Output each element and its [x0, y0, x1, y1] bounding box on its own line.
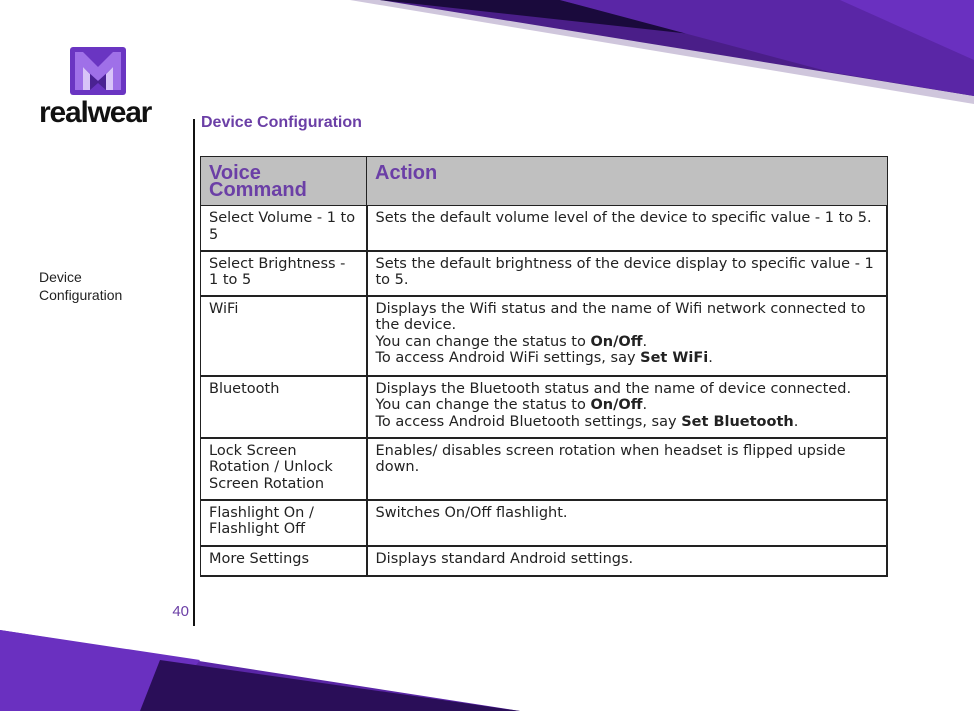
cell-command: Bluetooth: [201, 376, 367, 438]
cell-command: Flashlight On / Flashlight Off: [201, 500, 367, 546]
realwear-mw-logo-icon: [70, 47, 126, 95]
brand-wordmark: realwear: [39, 96, 152, 129]
divider-line: [193, 119, 195, 626]
action-line: To access Android WiFi settings, say Set WiFi.: [375, 350, 713, 366]
header-voice-line1: Voice: [209, 162, 261, 184]
action-line: You can change the status to On/Off.: [375, 397, 648, 413]
cell-action: Displays standard Android settings.: [367, 546, 888, 576]
table-row: [201, 500, 888, 546]
page-title: Device Configuration: [201, 114, 362, 131]
cell-action: Sets the default volume level of the device to specific value - 1 to 5.: [367, 206, 888, 251]
cell-action: [367, 376, 888, 438]
cell-action: [367, 296, 888, 376]
table-row: [201, 251, 888, 296]
cell-command: Select Brightness - 1 to 5: [201, 251, 367, 296]
table-row: [201, 546, 888, 576]
table-row: [201, 296, 888, 376]
table-row: [201, 376, 888, 438]
cell-command: More Settings: [201, 546, 367, 576]
cell-command: WiFi: [201, 296, 367, 376]
cell-action: Sets the default brightness of the device display to specific value - 1 to 5.: [367, 251, 888, 296]
cell-action: Enables/ disables screen rotation when headset is flipped upside down.: [367, 438, 888, 500]
voice-command-table: [200, 156, 888, 577]
sidebar-section-line1: Device: [39, 269, 82, 285]
table-row: [201, 438, 888, 500]
action-line: You can change the status to On/Off.: [375, 333, 648, 350]
action-line: Displays the Wifi status and the name of Wifi network connected to the device.: [375, 300, 866, 333]
header-voice-command: [201, 157, 367, 206]
sidebar-section-line2: Configuration: [39, 287, 123, 303]
bold-term: On/Off: [590, 333, 643, 350]
page-number: 40: [172, 603, 189, 620]
table-row: [201, 206, 888, 251]
header-action: Action: [367, 157, 888, 206]
action-line: Displays the Bluetooth status and the name of device connected.: [375, 380, 852, 397]
bold-term: On/Off: [590, 397, 643, 413]
bold-term: Set WiFi: [640, 350, 709, 366]
sidebar-section-label: [39, 268, 159, 304]
cell-command: Lock Screen Rotation / Unlock Screen Rotation: [201, 438, 367, 500]
cell-action: Switches On/Off flashlight.: [367, 500, 888, 546]
action-line: To access Android Bluetooth settings, say Set Bluetooth.: [375, 413, 799, 430]
table-header-row: [201, 157, 888, 206]
cell-command: Select Volume - 1 to 5: [201, 206, 367, 251]
bold-term: Set Bluetooth: [681, 413, 794, 430]
bottom-banner-dark: [140, 660, 520, 711]
header-voice-line2: Command: [209, 179, 307, 201]
